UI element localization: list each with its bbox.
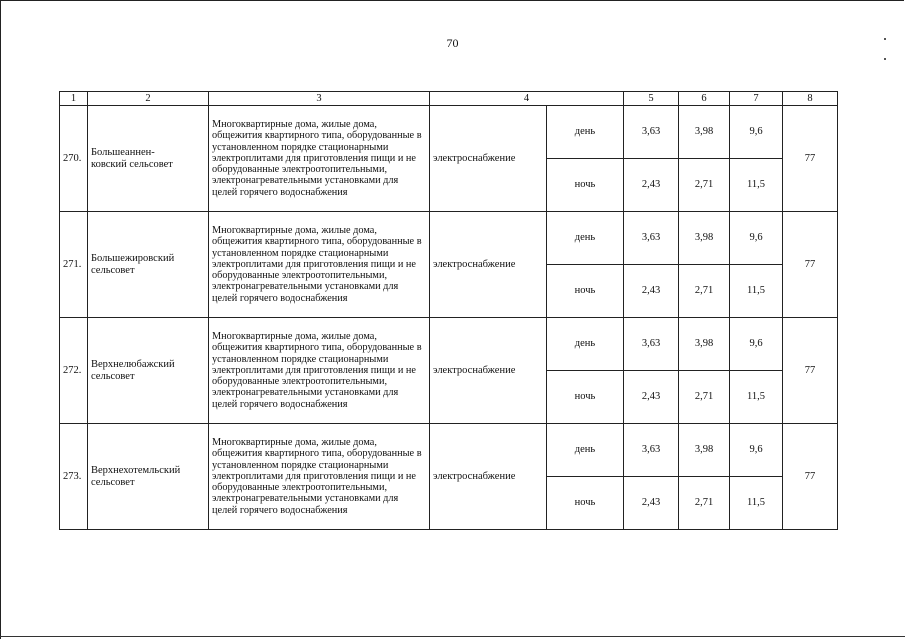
night-value-col5: 2,43 (624, 159, 679, 212)
settlement-name-line: Верхнехотемльский (91, 464, 181, 476)
settlement-name-line: Верхнелюбажский (91, 358, 175, 370)
row-number: 272. (60, 318, 88, 424)
day-value-col6: 3,98 (679, 212, 730, 265)
row-number: 270. (60, 106, 88, 212)
settlement-name-line: сельсовет (91, 476, 135, 488)
row-number: 271. (60, 212, 88, 318)
value-col8: 77 (783, 424, 838, 530)
period-day-label: день (547, 106, 624, 159)
period-night-label: ночь (547, 371, 624, 424)
day-value-col6: 3,98 (679, 424, 730, 477)
settlement-name-line: сельсовет (91, 264, 135, 276)
table-row (60, 318, 838, 371)
column-header: 1 (60, 92, 88, 106)
settlement-name (88, 106, 209, 212)
settlement-name-line: ковский сельсовет (91, 158, 173, 170)
column-header: 4 (430, 92, 624, 106)
column-header: 6 (679, 92, 730, 106)
table-row (60, 212, 838, 265)
table-row (60, 106, 838, 159)
day-value-col6: 3,98 (679, 106, 730, 159)
settlement-name-line: Большежировский (91, 252, 175, 264)
column-header: 2 (88, 92, 209, 106)
day-value-col5: 3,63 (624, 212, 679, 265)
night-value-col5: 2,43 (624, 477, 679, 530)
page-number: 70 (446, 36, 459, 50)
page-bottom-edge (0, 636, 905, 637)
night-value-col7: 11,5 (730, 159, 783, 212)
night-value-col7: 11,5 (730, 265, 783, 318)
period-day-label: день (547, 318, 624, 371)
day-value-col7: 9,6 (730, 424, 783, 477)
service-type: электроснабжение (430, 106, 547, 212)
value-col8: 77 (783, 318, 838, 424)
day-value-col7: 9,6 (730, 318, 783, 371)
night-value-col6: 2,71 (679, 265, 730, 318)
day-value-col5: 3,63 (624, 424, 679, 477)
service-type: электроснабжение (430, 424, 547, 530)
day-value-col5: 3,63 (624, 318, 679, 371)
night-value-col6: 2,71 (679, 371, 730, 424)
night-value-col7: 11,5 (730, 371, 783, 424)
value-col8: 77 (783, 212, 838, 318)
column-header: 7 (730, 92, 783, 106)
column-header: 3 (209, 92, 430, 106)
column-header: 5 (624, 92, 679, 106)
settlement-name-line: сельсовет (91, 370, 135, 382)
night-value-col7: 11,5 (730, 477, 783, 530)
consumer-description: Многоквартирные дома, жилые дома, общежития квартирного типа, оборудованные в установленном порядке стационарными электроплитами для приготовления пищи и не оборудованные электроотопительными, электронагревательными установками для целей горячего водоснабжения (209, 424, 430, 530)
service-type: электроснабжение (430, 318, 547, 424)
settlement-name (88, 424, 209, 530)
row-number: 273. (60, 424, 88, 530)
consumer-description: Многоквартирные дома, жилые дома, общежития квартирного типа, оборудованные в установленном порядке стационарными электроплитами для приготовления пищи и не оборудованные электроотопительными, электронагревательными установками для целей горячего водоснабжения (209, 212, 430, 318)
scan-mark (884, 58, 886, 60)
tariff-table (59, 91, 838, 530)
consumer-description: Многоквартирные дома, жилые дома, общежития квартирного типа, оборудованные в установленном порядке стационарными электроплитами для приготовления пищи и не оборудованные электроотопительными, электронагревательными установками для целей горячего водоснабжения (209, 318, 430, 424)
column-header-row (60, 92, 838, 106)
value-col8: 77 (783, 106, 838, 212)
settlement-name (88, 212, 209, 318)
settlement-name-line: Большеаннен- (91, 146, 155, 158)
settlement-name (88, 318, 209, 424)
day-value-col5: 3,63 (624, 106, 679, 159)
day-value-col7: 9,6 (730, 106, 783, 159)
period-night-label: ночь (547, 159, 624, 212)
table-row (60, 424, 838, 477)
day-value-col7: 9,6 (730, 212, 783, 265)
night-value-col5: 2,43 (624, 371, 679, 424)
night-value-col6: 2,71 (679, 159, 730, 212)
service-type: электроснабжение (430, 212, 547, 318)
night-value-col6: 2,71 (679, 477, 730, 530)
column-header: 8 (783, 92, 838, 106)
night-value-col5: 2,43 (624, 265, 679, 318)
period-night-label: ночь (547, 477, 624, 530)
consumer-description: Многоквартирные дома, жилые дома, общежития квартирного типа, оборудованные в установленном порядке стационарными электроплитами для приготовления пищи и не оборудованные электроотопительными, электронагревательными установками для целей горячего водоснабжения (209, 106, 430, 212)
period-day-label: день (547, 212, 624, 265)
period-day-label: день (547, 424, 624, 477)
period-night-label: ночь (547, 265, 624, 318)
day-value-col6: 3,98 (679, 318, 730, 371)
